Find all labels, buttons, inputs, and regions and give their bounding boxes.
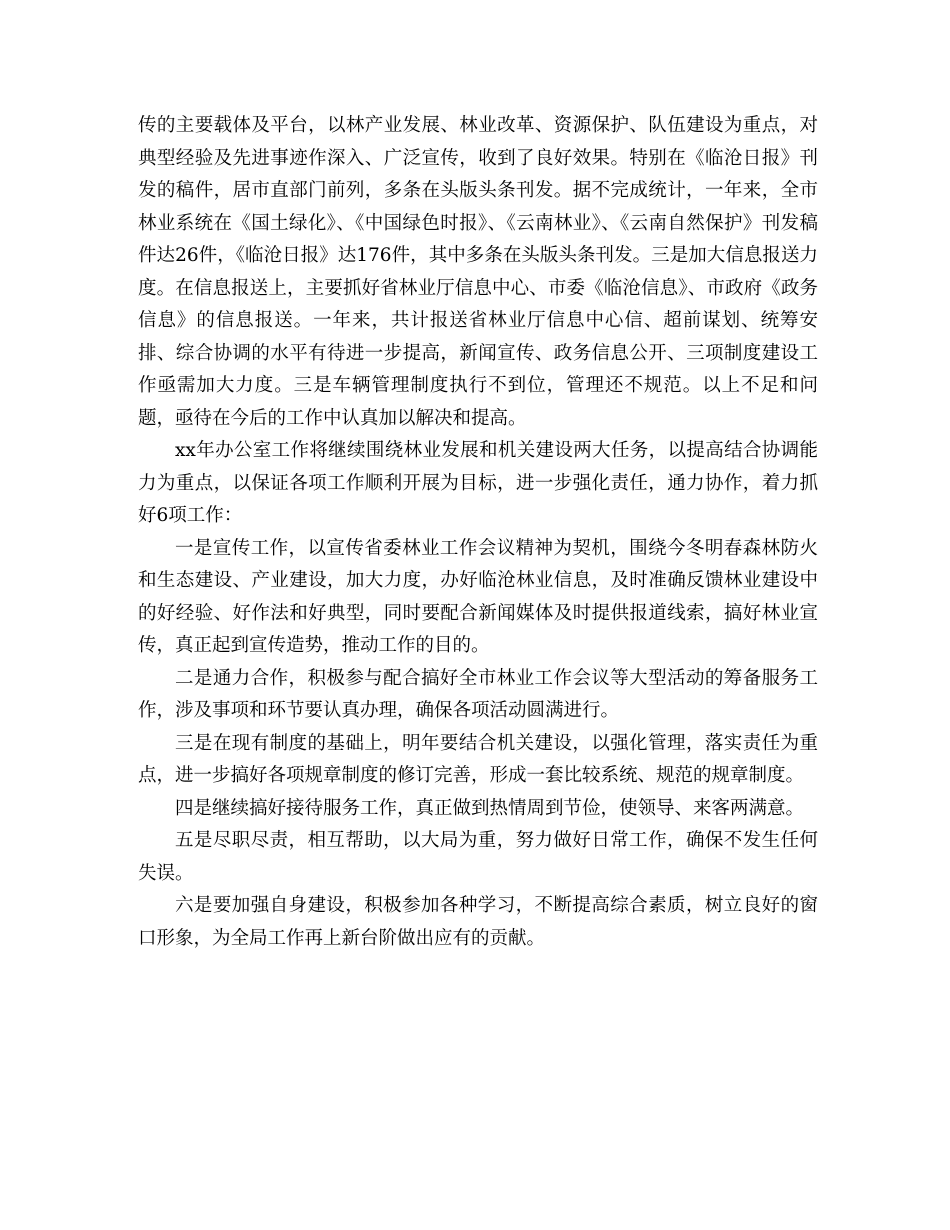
document-body: [138, 110, 818, 955]
paragraph-continuation: 传的主要载体及平台，以林产业发展、林业改革、资源保护、队伍建设为重点，对典型经验及先进事迹作深入、广泛宣传，收到了良好效果。特别在《临沧日报》刊发的稿件，居市直部门前列，多条在头版头条刊发。据不完成统计，一年来，全市林业系统在《国土绿化》、《中国绿色时报》、《云南林业》、《云南自然保护》刊发稿件达26件，《临沧日报》达176件，其中多条在头版头条刊发。三是加大信息报送力度。在信息报送上，主要抓好省林业厅信息中心、市委《临沧信息》、市政府《政务信息》的信息报送。一年来，共计报送省林业厅信息中心信、超前谋划、统筹安排、综合协调的水平有待进一步提高，新闻宣传、政务信息公开、三项制度建设工作亟需加大力度。三是车辆管理制度执行不到位，管理还不规范。以上不足和问题，亟待在今后的工作中认真加以解决和提高。: [138, 115, 818, 429]
paragraph-item-1-publicity: 一是宣传工作，以宣传省委林业工作会议精神为契机，围绕今冬明春森林防火和生态建设、产业建设，加大力度，办好临沧林业信息，及时准确反馈林业建设中的好经验、好作法和好典型，同时要配合新闻媒体及时提供报道线索，搞好林业宣传，真正起到宣传造势，推动工作的目的。: [138, 537, 818, 656]
paragraph-work-plan-intro: xx年办公室工作将继续围绕林业发展和机关建设两大任务，以提高结合协调能力为重点，以保证各项工作顺利开展为目标，进一步强化责任，通力协作，着力抓好6项工作：: [138, 440, 818, 526]
paragraph-item-5-duty: 五是尽职尽责，相互帮助，以大局为重，努力做好日常工作，确保不发生任何失误。: [138, 830, 818, 884]
paragraph-item-3-regulations: 三是在现有制度的基础上，明年要结合机关建设，以强化管理，落实责任为重点，进一步搞好各项规章制度的修订完善，形成一套比较系统、规范的规章制度。: [138, 732, 818, 786]
paragraph-item-4-reception: 四是继续搞好接待服务工作，真正做到热情周到节俭，使领导、来客两满意。: [175, 797, 805, 819]
paragraph-item-6-self-building: 六是要加强自身建设，积极参加各种学习，不断提高综合素质，树立良好的窗口形象，为全局工作再上新台阶做出应有的贡献。: [138, 895, 818, 949]
paragraph-item-2-cooperation: 二是通力合作，积极参与配合搞好全市林业工作会议等大型活动的筹备服务工作，涉及事项和环节要认真办理，确保各项活动圆满进行。: [138, 667, 818, 721]
